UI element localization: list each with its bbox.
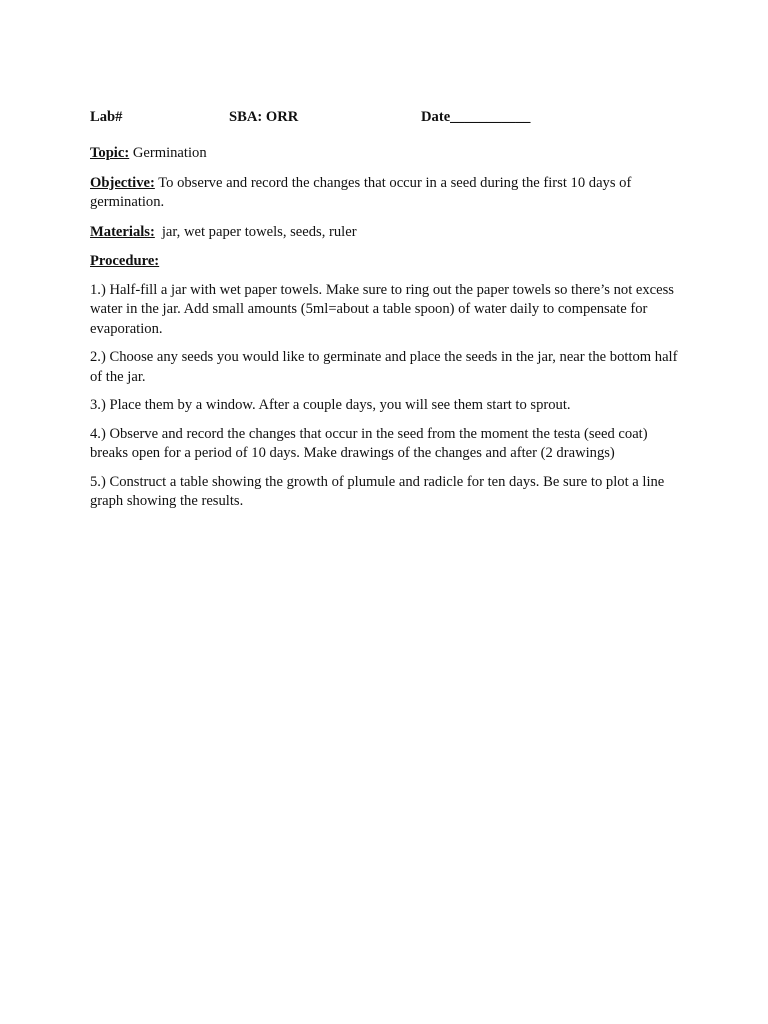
materials-label: Materials: (90, 223, 155, 240)
sba-label: SBA: ORR (229, 109, 299, 125)
materials-line (90, 223, 680, 243)
date-field: Date___________ (421, 109, 531, 125)
procedure-heading (90, 252, 680, 272)
procedure-step-3: 3.) Place them by a window. After a couple days, you will see them start to sprout. (90, 397, 571, 413)
procedure-step-1: 1.) Half-fill a jar with wet paper towels. Make sure to ring out the paper towels so there’s not excess water in the jar. Add small amounts (5ml=about a table spoon) of water daily to compensate for evaporation. (90, 281, 674, 337)
objective-line (90, 174, 680, 213)
document-header (90, 108, 680, 128)
procedure-label: Procedure: (90, 253, 160, 269)
objective-value: To observe and record the changes that occur in a seed during the first 10 days of germination. (90, 174, 632, 210)
materials-value: jar, wet paper towels, seeds, ruler (161, 223, 357, 240)
objective-label: Objective: (90, 174, 155, 191)
lab-number-label: Lab# (90, 109, 123, 125)
topic-value: Germination (129, 145, 207, 161)
procedure-step-2: 2.) Choose any seeds you would like to germinate and place the seeds in the jar, near the bottom half of the jar. (90, 349, 678, 385)
document-page (90, 108, 680, 521)
procedure-step-5: 5.) Construct a table showing the growth of plumule and radicle for ten days. Be sure to plot a line graph showing the results. (90, 473, 665, 509)
procedure-step-4: 4.) Observe and record the changes that occur in the seed from the moment the testa (seed coat) breaks open for a period of 10 days. Make drawings of the changes and after (2 drawings) (90, 425, 648, 461)
topic-line (90, 144, 680, 164)
topic-label: Topic: (90, 145, 130, 161)
